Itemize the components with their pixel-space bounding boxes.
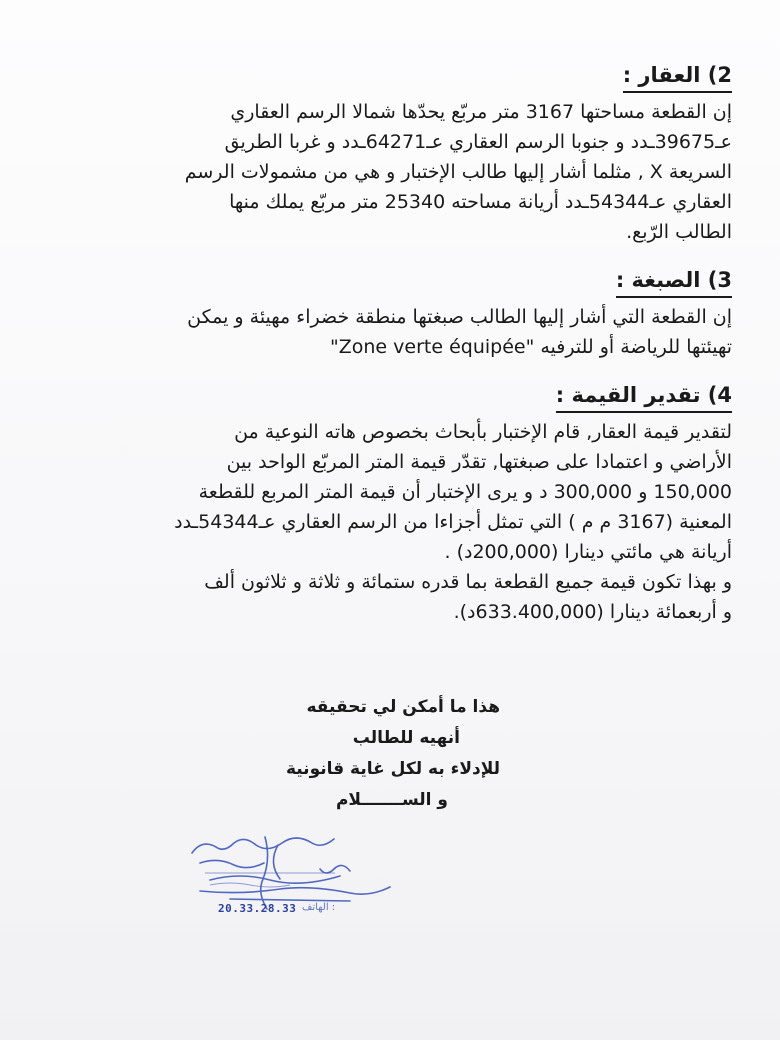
section-heading-zoning: 3) الصبغة : [616,265,732,298]
closing-line: هذا ما أمكن لي تحقيقه [306,697,500,717]
paragraph-line: إن القطعة التي أشار إليها الطالب صبغتها منطقة خضراء مهيئة و يمكن [187,306,732,328]
paragraph-line: و أربعمائة دينارا (633.400,000د). [453,601,732,623]
section-property [96,60,732,247]
signature-stamp [170,825,410,930]
closing-statement [200,692,500,816]
document-body [96,60,732,645]
stamp-phone-label: الهاتف : [302,902,336,913]
closing-line: أنهيه للطالب [352,728,460,748]
paragraph-line: إن القطعة مساحتها 3167 متر مربّع يحدّها شمالا الرسم العقاري [230,101,732,123]
section-valuation [96,380,732,627]
paragraph-line: السريعة X , مثلما أشار إليها طالب الإختبار و هي من مشمولات الرسم [184,161,732,183]
paragraph-line: الأراضي و اعتمادا على صبغتها, تقدّر قيمة المتر المربّع الواحد بين [226,451,732,473]
paragraph-line: الطالب الرّبع. [626,221,732,243]
paragraph-line: 150,000 و 300,000 د و يرى الإختبار أن قيمة المتر المربع للقطعة [198,481,732,503]
closing-line: و الســـــــلام [335,790,448,810]
paragraph-line: أريانة هي مائتي دينارا (200,000د) . [444,541,732,563]
paragraph-line: عـ39675ـدد و جنوبا الرسم العقاري عـ64271ـدد و غربا الطريق [224,131,732,153]
closing-line: للإدلاء به لكل غاية قانونية [285,759,500,779]
paragraph-line: و بهذا تكون قيمة جميع القطعة بما قدره ستمائة و ثلاثة و ثلاثون ألف [204,571,732,593]
section-heading-property: 2) العقار : [623,60,732,93]
paragraph-line: العقاري عـ54344ـدد أريانة مساحته 25340 متر مربّع يملك منها [229,191,732,213]
paragraph-line: لتقدير قيمة العقار, قام الإختبار بأبحاث بخصوص هاته النوعية من [234,421,732,443]
paragraph-line: تهيئتها للرياضة أو للترفيه "Zone verte équipée" [329,336,732,358]
paragraph-line: المعنية (3167 م م ) التي تمثل أجزاءا من الرسم العقاري عـ54344ـدد [174,511,732,533]
stamp-phone-number: 20.33.28.33 [218,902,297,915]
section-heading-valuation: 4) تقدير القيمة : [556,380,732,413]
section-zoning [96,265,732,362]
